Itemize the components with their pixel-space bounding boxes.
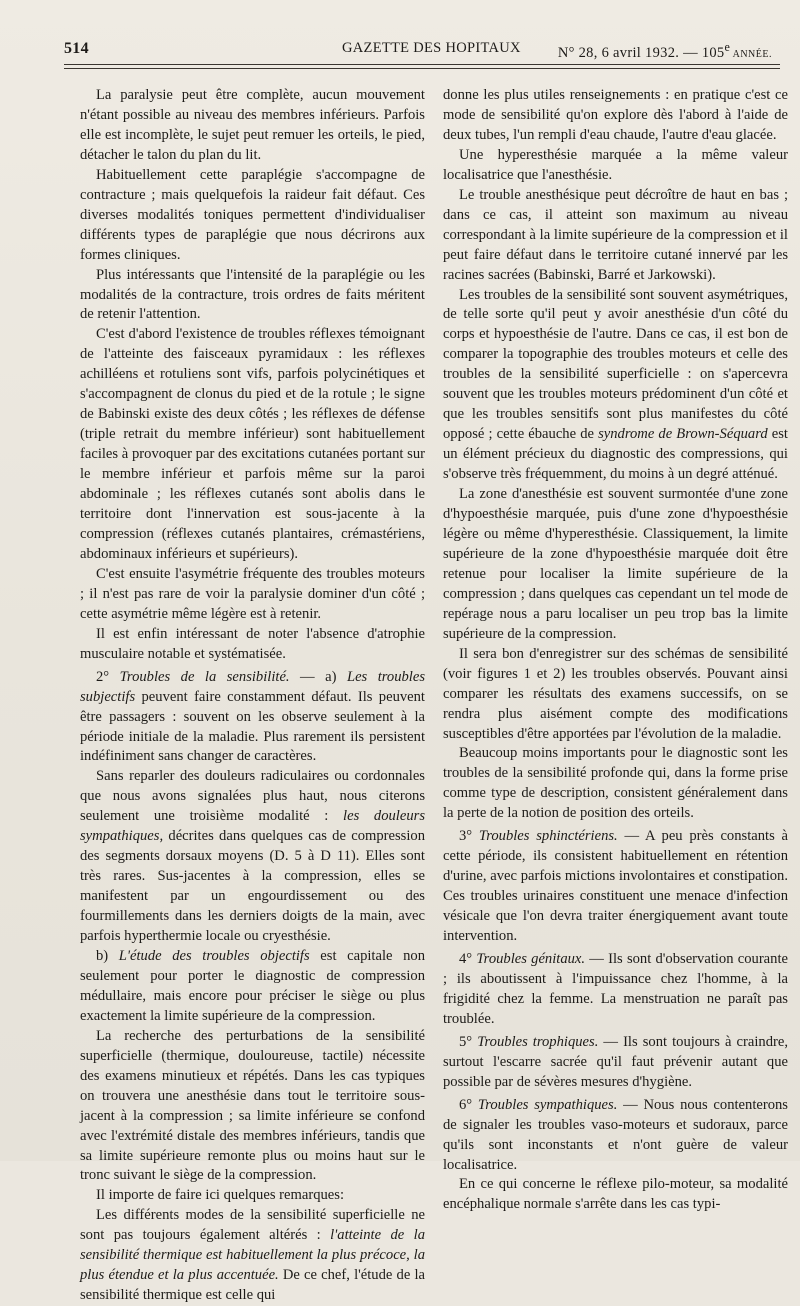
paragraph: C'est d'abord l'existence de troubles réflexes témoignant de l'atteinte des faisceaux pyramidaux : les réflexes achilléens et rotuliens sont vifs, parfois polycinétiques et s'accompagnent de clonus du pied et de la rotule ; le signe de Babinski existe des deux côtés ; les réflexes de défense (triple retrait du membre inférieur) sont habituellement faciles à provoquer par des excitations cutanées portant sur le membre inférieur et parfois même sur la paroi abdominale ; les réflexes cutanés sont abolis dans le territoire dont l'innervation est sous-jacente à la compression (réflexes cutanés plantaires, crémastériens, abdominaux inférieurs et supérieurs). — [80, 326, 425, 562]
paragraph: Plus intéressants que l'intensité de la paraplégie ou les modalités de la contracture, trois ordres de faits méritent de retenir l'attention. — [80, 266, 425, 323]
paragraph-text: — Ils sont d'observation courante ; ils aboutissent à l'impuissance chez l'homme, à la frigidité chez la femme. La menstruation ne paraît pas troublée. — [443, 950, 788, 1027]
issue-info — [558, 40, 772, 62]
paragraph: La paralysie peut être complète, aucun mouvement n'étant possible au niveau des membres inférieurs. Parfois elle est incomplète, le sujet peut remuer les orteils, le pied, détacher le talon du plan du lit. — [80, 87, 425, 163]
paragraph-text: est capitale non seulement pour porter le diagnostic de compression médullaire, mais encore pour préciser le siège ou plus exactement la limite supérieure de la compression. — [80, 947, 425, 1024]
section-trophiques — [443, 1033, 788, 1093]
section-number: 3° — [459, 828, 479, 845]
paragraph-text: Sans reparler des douleurs radiculaires ou cordonnales que nous avons signalées plus haut, nous citerons seulement une troisième modalité : — [80, 768, 425, 825]
section-heading: Troubles génitaux. — [476, 950, 586, 967]
section-number: 4° — [459, 950, 477, 967]
emphasis: les douleurs sympathiques, — [80, 808, 425, 845]
paragraph-text: est un élément précieux du diagnostic des compressions, qui s'observe très fréquemment, du moins à un degré atténué. — [443, 426, 788, 483]
paragraph-text: Les différents modes de la sensibilité superficielle ne sont pas toujours également altérés : — [80, 1207, 425, 1244]
paragraph: Habituellement cette paraplégie s'accompagne de contracture ; mais quelquefois la raideur fait défaut. Ces diverses modalités toniques permettent d'individualiser différents types de paraplégie que nous décrirons aux formes cliniques. — [80, 166, 425, 263]
section-sympathiques — [443, 1096, 788, 1176]
paragraph: En ce qui concerne le réflexe pilo-moteur, sa modalité encéphalique normale s'arrête dans les cas typi- — [443, 1176, 788, 1213]
paragraph-text: — Nous nous contenterons de signaler les troubles vaso-moteurs et sudoraux, parce qu'ils sont inconstants et n'ont guère de valeur localisatrice. — [443, 1096, 788, 1173]
section-heading: Troubles de la sensibilité. — [119, 668, 290, 685]
section-heading: Troubles sphinctériens. — [478, 828, 618, 845]
section-heading: Troubles sympathiques. — [477, 1096, 618, 1113]
section-sensibilite — [80, 668, 425, 768]
paragraph-text: b) — [96, 947, 119, 964]
paragraph-text: — Ils sont toujours à craindre, surtout l'escarre sacrée qu'il faut prévenir autant que possible par de sévères mesures d'hygiène. — [443, 1033, 788, 1090]
paragraph: Il importe de faire ici quelques remarques: — [96, 1187, 344, 1204]
subsection-heading: L'étude des troubles objectifs — [118, 947, 310, 964]
paragraph-text: — A peu près constants à cette période, ils consistent habituellement en rétention d'urine, avec parfois mictions involontaires et constipation. Ces troubles urinaires constituent une menace d'infection vésicale que l'on devra traiter énergiquement avant toute intervention. — [443, 828, 788, 945]
right-column — [443, 86, 788, 1215]
header-rule-thin — [64, 64, 780, 65]
paragraph: C'est ensuite l'asymétrie fréquente des troubles moteurs ; il n'est pas rare de voir la paralysie dominer d'un côté ; cette asymétrie même légère est à retenir. — [80, 565, 425, 622]
paragraph: La zone d'anesthésie est souvent surmontée d'une zone d'hypoesthésie marquée, puis d'une zone d'hypoesthésie légère ou même d'hyperesthésie. Classiquement, la limite supérieure de la zone d'hypoesthésie marquée doit être retenue pour localiser la limite supérieure de la compression ; dans quelques cas cependant un tel mode de repérage nous a paru localiser un peu trop bas la limite supérieure de la compression. — [443, 486, 788, 642]
emphasis: l'atteinte de la sensibilité thermique est habituellement la plus précoce, la plus étendue et la plus accentuée. — [80, 1227, 425, 1284]
paragraph — [80, 947, 425, 1027]
subsection-heading: Les troubles subjectifs — [80, 668, 425, 705]
paragraph: donne les plus utiles renseignements : en pratique c'est ce mode de sensibilité qu'on explore dès l'abord à l'aide de deux tubes, l'un rempli d'eau chaude, l'autre d'eau glacée. — [443, 87, 788, 143]
paragraph — [80, 767, 425, 947]
section-number: 5° — [459, 1033, 478, 1050]
section-sphincteriens — [443, 827, 788, 947]
issue-date: N° 28, 6 avril 1932. — 105 — [557, 44, 725, 61]
paragraph: Il est enfin intéressant de noter l'absence d'atrophie musculaire notable et systématisée. — [80, 625, 425, 662]
paragraph: La recherche des perturbations de la sensibilité superficielle (thermique, douloureuse, tactile) nécessite des examens minutieux et répétés. Dans les cas typiques on trouvera une anesthésie dans tout le territoire sous-jacent à la compression ; sa limite inférieure se confond avec l'extrémité distale des membres inférieurs, tandis que sa limite supérieure remonte plus ou moins haut sur le tronc suivant le siège de la compression. — [80, 1027, 425, 1184]
paragraph — [80, 1206, 425, 1306]
section-number: 6° — [459, 1096, 478, 1113]
emphasis: syndrome de Brown-Séquard — [598, 426, 768, 443]
paragraph: Une hyperesthésie marquée a la même valeur localisatrice que l'anesthésie. — [443, 146, 788, 183]
paragraph — [443, 286, 788, 486]
paragraph-text: De ce chef, l'étude de la sensibilité thermique est celle qui — [80, 1267, 425, 1304]
issue-ordinal: e — [724, 40, 731, 54]
paragraph: Beaucoup moins importants pour le diagnostic sont les troubles de la sensibilité profonde qui, dans la forme prise comme type de description, consistent généralement dans la perte de la notion de position des orteils. — [443, 745, 788, 822]
journal-title: GAZETTE DES HOPITAUX — [342, 40, 521, 56]
section-genitaux — [443, 950, 788, 1030]
issue-year-label: ANNÉE. — [730, 48, 772, 60]
section-heading: Troubles trophiques. — [477, 1033, 599, 1050]
paragraph-text: — a) — [289, 668, 347, 685]
paragraph: Le trouble anesthésique peut décroître de haut en bas ; dans ce cas, il atteint son maximum au niveau correspondant à la limite supérieure de la compression et il peut faire défaut dans le territoire cutané innervé par les racines sacrées (Babinski, Barré et Jarkowski). — [443, 186, 788, 283]
paragraph: Il sera bon d'enregistrer sur des schémas de sensibilité (voir figures 1 et 2) les troubles observés. Pouvant ainsi comparer les résultats des examens successifs, on se rendra plus aisément compte des modifications susceptibles d'être apportées par l'évolution de la maladie. — [443, 645, 788, 742]
paragraph-text: Les troubles de la sensibilité sont souvent asymétriques, de telle sorte qu'il peut y avoir anesthésie d'un côté du corps et hypoesthésie de l'autre. Dans ce cas, il est bon de comparer la topographie des troubles moteurs et celle des troubles de la sensibilité superficielle : on s'apercevra souvent que les troubles moteurs prédominent d'un côté et que les troubles sensitifs sont plus manifestes du côté opposé ; cette ébauche de — [443, 286, 788, 443]
header-rule-thick — [64, 68, 780, 69]
running-header — [64, 38, 780, 64]
section-number: 2° — [96, 668, 120, 685]
paragraph-text: peuvent faire constamment défaut. Ils peuvent être passagers : souvent on les observe seulement à la période initiale de la maladie. Plus rarement ils persistent indéfiniment sans changer de caractères. — [80, 688, 425, 765]
page-number: 514 — [64, 40, 89, 57]
left-column — [80, 86, 425, 1306]
paragraph-text: décrites dans quelques cas de compression des segments dorsaux moyens (D. 5 à D 11). Elles sont très rares. Sus-jacentes à la compression, elles se manifestent par un engourdissement ou des fourmillements dans les derniers doigts de la main, avec parfois hyperthermie locale ou cryesthésie. — [80, 828, 425, 945]
